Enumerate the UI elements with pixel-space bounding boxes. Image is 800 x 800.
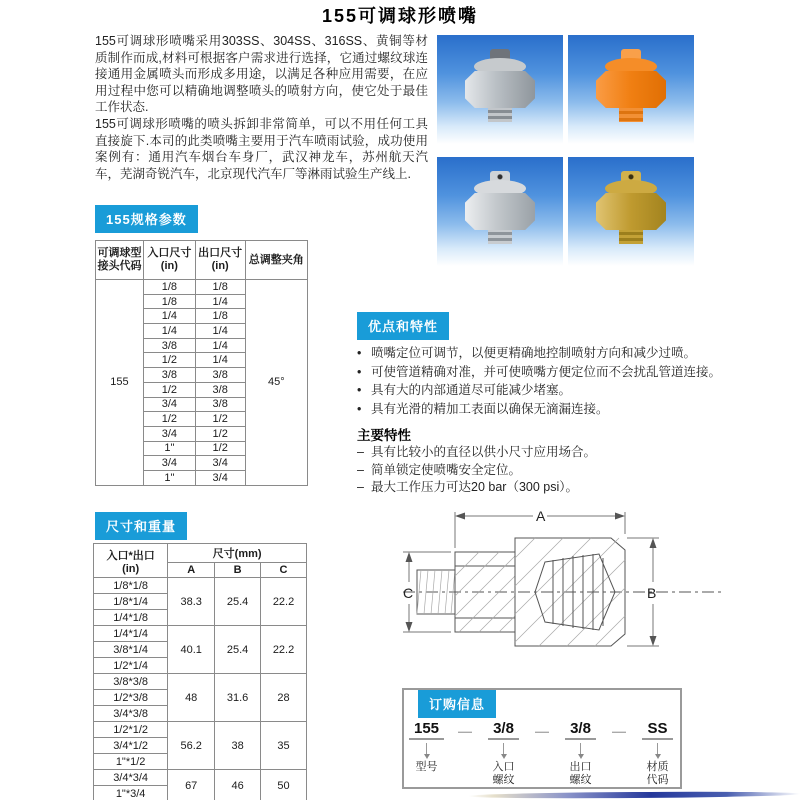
dims-cell: 28 bbox=[261, 674, 307, 722]
ordering-info-box bbox=[402, 688, 682, 789]
dims-header-mm: 尺寸(mm) bbox=[168, 544, 307, 563]
down-arrow-icon bbox=[578, 754, 584, 759]
spec-code-cell: 155 bbox=[96, 280, 144, 486]
dims-header-a: A bbox=[168, 563, 215, 578]
dims-cell: 50 bbox=[261, 770, 307, 800]
dims-cell: 3/4*1/2 bbox=[94, 738, 168, 754]
spec-cell: 1/4 bbox=[143, 324, 195, 339]
dims-cell: 48 bbox=[168, 674, 215, 722]
spec-header-inlet: 入口尺寸 (in) bbox=[143, 241, 195, 280]
down-arrow-icon bbox=[655, 754, 661, 759]
spec-header-code: 可调球型 接头代码 bbox=[96, 241, 144, 280]
dims-cell: 56.2 bbox=[168, 722, 215, 770]
dim-label-c: C bbox=[403, 585, 414, 601]
dims-cell: 35 bbox=[261, 722, 307, 770]
part-number-value: 3/8 bbox=[565, 720, 596, 740]
bullet-icon: • bbox=[357, 346, 362, 360]
dim-label-a: A bbox=[536, 508, 546, 524]
spec-cell: 1/2 bbox=[143, 382, 195, 397]
table-row bbox=[94, 674, 307, 690]
spec-cell: 1/2 bbox=[195, 426, 245, 441]
spec-cell: 1/4 bbox=[195, 338, 245, 353]
part-number-value: 3/8 bbox=[488, 720, 519, 740]
down-arrow-icon bbox=[426, 743, 427, 754]
page-title: 155可调球形喷嘴 bbox=[321, 6, 479, 26]
dims-cell: 22.2 bbox=[261, 578, 307, 626]
dash-icon: – bbox=[357, 480, 364, 494]
spec-cell: 1" bbox=[143, 441, 195, 456]
main-features-list bbox=[357, 444, 777, 497]
features-list bbox=[357, 344, 777, 418]
part-number-segment: 3/8 出口 螺纹 bbox=[558, 720, 603, 787]
dims-cell: 38 bbox=[215, 722, 261, 770]
table-row bbox=[94, 770, 307, 786]
dims-cell: 3/4*3/8 bbox=[94, 706, 168, 722]
spec-cell: 1/4 bbox=[195, 324, 245, 339]
spec-cell: 3/8 bbox=[195, 397, 245, 412]
spec-cell: 1" bbox=[143, 470, 195, 485]
table-row bbox=[94, 578, 307, 594]
dims-cell: 1/2*1/2 bbox=[94, 722, 168, 738]
dash-separator: — bbox=[612, 723, 626, 739]
down-arrow-icon bbox=[503, 743, 504, 754]
dims-cell: 22.2 bbox=[261, 626, 307, 674]
spec-cell: 1/4 bbox=[195, 353, 245, 368]
dims-header-c: C bbox=[261, 563, 307, 578]
spec-header-outlet: 出口尺寸 (in) bbox=[195, 241, 245, 280]
part-number-segment: 155 型号 bbox=[404, 720, 449, 774]
dims-cell: 1/8*1/8 bbox=[94, 578, 168, 594]
part-number-segment: SS 材质 代码 bbox=[635, 720, 680, 787]
list-item: • 喷嘴定位可调节，以便更精确地控制喷射方向和减少过喷。 bbox=[357, 344, 777, 363]
product-photo-orange-nozzle bbox=[568, 35, 694, 144]
dims-header-row bbox=[94, 544, 307, 563]
dim-label-b: B bbox=[647, 585, 657, 601]
dims-cell: 1/4*1/4 bbox=[94, 626, 168, 642]
section-label-dimensions: 尺寸和重量 bbox=[95, 512, 187, 540]
dimensions-table bbox=[93, 543, 307, 800]
part-number-segment: 3/8 入口 螺纹 bbox=[481, 720, 526, 787]
spec-cell: 1/8 bbox=[143, 280, 195, 295]
spec-angle-cell: 45° bbox=[245, 280, 307, 486]
spec-cell: 1/2 bbox=[195, 441, 245, 456]
spec-cell: 1/2 bbox=[143, 353, 195, 368]
spec-header-angle: 总调整夹角 bbox=[245, 241, 307, 280]
nozzle-illustration bbox=[437, 157, 563, 244]
decorative-wave bbox=[468, 791, 800, 799]
product-photo-brass-nozzle bbox=[568, 157, 694, 266]
dims-cell: 1"*3/4 bbox=[94, 786, 168, 800]
section-label-specs: 155规格参数 bbox=[95, 205, 198, 233]
technical-drawing bbox=[395, 500, 730, 675]
dims-cell: 25.4 bbox=[215, 578, 261, 626]
part-number-value: SS bbox=[642, 720, 672, 740]
dash-separator: — bbox=[458, 723, 472, 739]
intro-text bbox=[95, 33, 428, 182]
spec-cell: 1/2 bbox=[143, 412, 195, 427]
dims-cell: 46 bbox=[215, 770, 261, 800]
down-arrow-icon bbox=[657, 743, 658, 754]
spec-cell: 1/4 bbox=[195, 294, 245, 309]
spec-cell: 1/4 bbox=[143, 309, 195, 324]
list-item: – 具有比较小的直径以供小尺寸应用场合。 bbox=[357, 444, 777, 462]
spec-cell: 3/4 bbox=[195, 456, 245, 471]
spec-cell: 1/8 bbox=[143, 294, 195, 309]
dims-cell: 3/4*3/4 bbox=[94, 770, 168, 786]
spec-cell: 1/8 bbox=[195, 309, 245, 324]
dims-cell: 3/8*3/8 bbox=[94, 674, 168, 690]
table-row bbox=[96, 280, 308, 295]
part-number-value: 155 bbox=[409, 720, 444, 740]
nozzle-illustration bbox=[568, 157, 694, 244]
spec-header-row bbox=[96, 241, 308, 280]
nozzle-illustration bbox=[437, 35, 563, 122]
part-number-breakdown bbox=[404, 720, 680, 787]
dims-cell: 1/2*3/8 bbox=[94, 690, 168, 706]
dims-cell: 1/4*1/8 bbox=[94, 610, 168, 626]
dims-cell: 1"*1/2 bbox=[94, 754, 168, 770]
dims-cell: 67 bbox=[168, 770, 215, 800]
dims-cell: 40.1 bbox=[168, 626, 215, 674]
product-photo-chrome-nozzle bbox=[437, 157, 563, 266]
dims-header-b: B bbox=[215, 563, 261, 578]
product-photo-stainless-nozzle bbox=[437, 35, 563, 144]
intro-paragraph-1: 155可调球形喷嘴采用303SS、304SS、316SS、黄铜等材质制作而成,材料可根据客户需求进行选择，它通过螺纹球连接通用金属喷头而形成多用途，以满足各种应用需要，在应用过程中您可以精确地调整喷头的喷射方向，使它处于最佳工作状态. bbox=[95, 34, 428, 115]
down-arrow-icon bbox=[424, 754, 430, 759]
section-label-features: 优点和特性 bbox=[357, 312, 449, 340]
spec-cell: 3/4 bbox=[143, 456, 195, 471]
dims-cell: 1/8*1/4 bbox=[94, 594, 168, 610]
bullet-icon: • bbox=[357, 401, 362, 416]
list-item: • 具有大的内部通道尽可能减少堵塞。 bbox=[357, 381, 777, 400]
down-arrow-icon bbox=[580, 743, 581, 754]
spec-cell: 3/4 bbox=[195, 470, 245, 485]
intro-paragraph-2: 155可调球形喷嘴的喷头拆卸非常简单，可以不用任何工具直接旋下.本司的此类喷嘴主要用于汽车喷雨试验，成功使用案例有：通用汽车烟台车身厂，武汉神龙车，苏州航天汽车，芜湖奇锐汽车，北京现代汽车厂等淋雨试验生产线上. bbox=[95, 116, 428, 181]
spec-cell: 3/8 bbox=[143, 338, 195, 353]
dash-icon: – bbox=[357, 462, 364, 477]
bullet-icon: • bbox=[357, 383, 362, 397]
dims-cell: 3/8*1/4 bbox=[94, 642, 168, 658]
spec-cell: 3/4 bbox=[143, 397, 195, 412]
dims-header-size: 入口*出口 (in) bbox=[94, 544, 168, 578]
table-row bbox=[94, 626, 307, 642]
list-item: – 最大工作压力可达20 bar（300 psi）。 bbox=[357, 479, 777, 497]
dims-cell: 31.6 bbox=[215, 674, 261, 722]
list-item: – 简单锁定使喷嘴安全定位。 bbox=[357, 462, 777, 480]
dims-cell: 1/2*1/4 bbox=[94, 658, 168, 674]
spec-table bbox=[95, 240, 308, 486]
section-label-ordering: 订购信息 bbox=[418, 690, 496, 718]
dims-cell: 25.4 bbox=[215, 626, 261, 674]
down-arrow-icon bbox=[501, 754, 507, 759]
spec-cell: 3/8 bbox=[143, 368, 195, 383]
spec-cell: 1/2 bbox=[195, 412, 245, 427]
dash-icon: – bbox=[357, 445, 364, 459]
table-row bbox=[94, 722, 307, 738]
spec-cell: 3/8 bbox=[195, 382, 245, 397]
spec-cell: 1/8 bbox=[195, 280, 245, 295]
dims-cell: 38.3 bbox=[168, 578, 215, 626]
list-item: • 可使管道精确对准，并可使喷嘴方便定位而不会扰乱管道连接。 bbox=[357, 363, 777, 382]
spec-cell: 3/8 bbox=[195, 368, 245, 383]
nozzle-illustration bbox=[568, 35, 694, 122]
dash-separator: — bbox=[535, 723, 549, 739]
list-item: • 具有光滑的精加工表面以确保无滴漏连接。 bbox=[357, 400, 777, 419]
bullet-icon: • bbox=[357, 364, 362, 379]
main-features-title: 主要特性 bbox=[357, 428, 411, 443]
spec-cell: 3/4 bbox=[143, 426, 195, 441]
